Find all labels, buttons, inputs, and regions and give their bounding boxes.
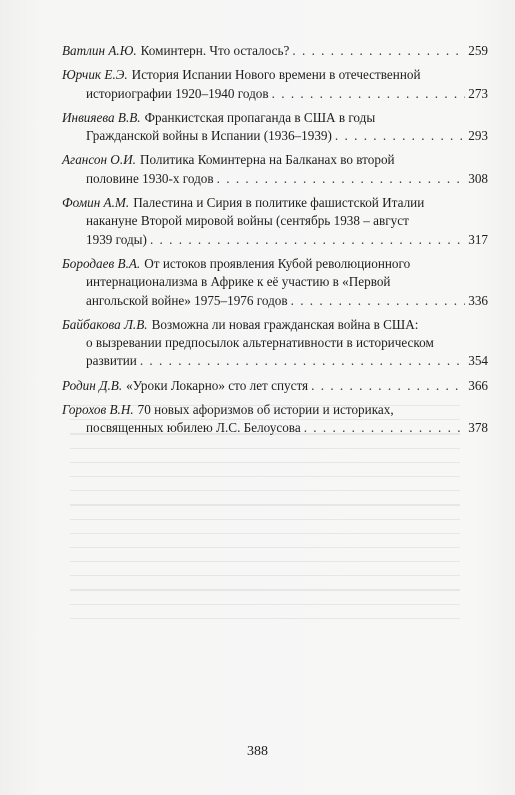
dot-leader bbox=[291, 292, 466, 310]
toc-entry-line bbox=[62, 85, 488, 103]
toc-entry-line bbox=[62, 352, 488, 370]
toc-page-number: 308 bbox=[468, 170, 488, 186]
toc-entry-line bbox=[62, 419, 488, 437]
toc-title-text: накануне Второй мировой войны (сентябрь 1938 – август bbox=[86, 213, 409, 229]
toc-page-number: 273 bbox=[468, 85, 488, 101]
toc-entry-line bbox=[62, 170, 488, 188]
page-number: 388 bbox=[247, 744, 268, 759]
dot-leader bbox=[150, 231, 465, 249]
toc-title-text: 70 новых афоризмов об истории и историках, bbox=[137, 402, 394, 418]
toc-entry bbox=[62, 66, 488, 103]
toc-author: Ватлин А.Ю. bbox=[62, 43, 137, 58]
toc-title-text: историографии 1920–1940 годов bbox=[86, 85, 269, 101]
toc-entry-line bbox=[62, 127, 488, 145]
toc-page-number: 336 bbox=[468, 292, 488, 308]
toc-title-text: От истоков проявления Кубой революционного bbox=[144, 255, 411, 271]
toc-page-number: 317 bbox=[468, 231, 488, 247]
toc-page-number: 293 bbox=[468, 128, 488, 144]
toc-title-text: половине 1930-х годов bbox=[86, 170, 214, 186]
toc-entry-line bbox=[62, 334, 488, 352]
table-of-contents bbox=[62, 42, 488, 444]
toc-entry bbox=[62, 194, 488, 249]
toc-entry bbox=[62, 316, 488, 371]
toc-title-text: Франкистская пропаганда в США в годы bbox=[144, 109, 376, 125]
toc-author: Инвияева В.В. bbox=[62, 109, 141, 125]
toc-author: Фомин А.М. bbox=[62, 195, 130, 211]
toc-entry-line bbox=[62, 377, 488, 395]
dot-leader bbox=[335, 127, 465, 145]
dot-leader bbox=[311, 377, 465, 395]
toc-page-number: 259 bbox=[468, 43, 488, 58]
toc-entry-line bbox=[62, 292, 488, 310]
toc-title-text: ангольской войне» 1975–1976 годов bbox=[86, 292, 288, 308]
toc-author: Родин Д.В. bbox=[62, 377, 123, 393]
toc-title-text: История Испании Нового времени в отечественной bbox=[131, 67, 421, 83]
toc-title-text: Возможна ли новая гражданская война в США: bbox=[151, 316, 419, 332]
toc-entry bbox=[62, 109, 488, 146]
toc-entry bbox=[62, 42, 488, 60]
toc-author: Бородаев В.А. bbox=[62, 255, 141, 271]
toc-title-text: Гражданской войны в Испании (1936–1939) bbox=[86, 128, 332, 144]
toc-title-text: Коминтерн. Что осталось? bbox=[140, 43, 290, 58]
toc-page-number: 354 bbox=[468, 353, 488, 369]
toc-author: Байбакова Л.В. bbox=[62, 316, 148, 332]
dot-leader bbox=[217, 170, 466, 188]
toc-page-number: 366 bbox=[468, 377, 488, 393]
dot-leader bbox=[140, 352, 465, 370]
bleed-through-text bbox=[70, 405, 460, 725]
toc-entry-line bbox=[62, 273, 488, 291]
dot-leader bbox=[272, 85, 466, 103]
toc-title-text: 1939 годы) bbox=[86, 231, 147, 247]
toc-title-text: развитии bbox=[86, 353, 137, 369]
toc-title-text: интернационализма в Африке к её участию в «Первой bbox=[86, 274, 391, 290]
toc-entry bbox=[62, 255, 488, 310]
toc-entry-line bbox=[62, 255, 488, 273]
toc-entry bbox=[62, 151, 488, 188]
dot-leader bbox=[304, 419, 466, 437]
toc-entry bbox=[62, 401, 488, 438]
toc-entry-line bbox=[62, 231, 488, 249]
toc-title-text: Политика Коминтерна на Балканах во второй bbox=[139, 152, 395, 168]
toc-page-number: 378 bbox=[468, 420, 488, 436]
toc-entry bbox=[62, 377, 488, 395]
toc-author: Горохов В.Н. bbox=[62, 402, 134, 418]
toc-entry-line bbox=[62, 151, 488, 169]
toc-title-text: о вызревании предпосылок альтернативности в историческом bbox=[86, 335, 434, 351]
toc-entry-line bbox=[62, 194, 488, 212]
toc-entry-line bbox=[62, 401, 488, 419]
toc-entry-line bbox=[62, 42, 488, 60]
dot-leader bbox=[292, 42, 465, 60]
toc-entry-line bbox=[62, 109, 488, 127]
toc-entry-line bbox=[62, 66, 488, 84]
toc-title-text: посвященных юбилею Л.С. Белоусова bbox=[86, 420, 301, 436]
toc-entry-line bbox=[62, 316, 488, 334]
toc-title-text: Палестина и Сирия в политике фашистской Италии bbox=[133, 195, 425, 211]
toc-author: Юрчик Е.Э. bbox=[62, 67, 128, 83]
toc-author: Агансон О.И. bbox=[62, 152, 136, 168]
toc-title-text: «Уроки Локарно» сто лет спустя bbox=[126, 377, 309, 393]
toc-entry-line bbox=[62, 212, 488, 230]
